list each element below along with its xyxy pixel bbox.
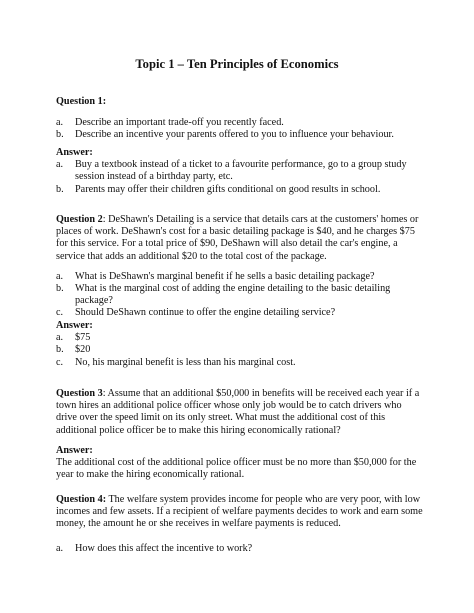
question-3-text: Question 3: Assume that an additional $50,000 in benefits will be received each year if a town hires an additional police officer whose only job would be to catch drivers who drive over the speed limit on its only street. What must the additional cost of this additional police officer be to make this hiring economically rational? — [56, 388, 420, 436]
question-3-section — [56, 388, 424, 437]
question-2-section — [56, 214, 424, 320]
list-item: c. Should DeShawn continue to offer the engine detailing service? — [56, 307, 336, 319]
page-title: Topic 1 – Ten Principles of Economics — [135, 57, 339, 71]
list-item: b. Parents may offer their children gifts conditional on good results in school. — [56, 183, 381, 195]
answer-1-heading: Answer: — [56, 147, 93, 158]
question-1-heading: Question 1: — [56, 96, 107, 107]
list-item: c. No, his marginal benefit is less than his marginal cost. — [56, 356, 296, 368]
list-item: b. What is the marginal cost of adding the engine detailing to the basic detailing package? — [56, 283, 391, 307]
answer-3-text: The additional cost of the additional police officer must be no more than $50,000 for the year to make the hiring economically rational. — [56, 457, 417, 481]
question-3-heading: Question 3 — [56, 388, 103, 399]
answer-2-heading: Answer: — [56, 320, 93, 331]
answer-3-section — [56, 445, 424, 482]
list-item: a. Buy a textbook instead of a ticket to a favourite performance, go to a group study session instead of a birthday party, etc. — [56, 159, 407, 183]
list-item: a. What is DeShawn's marginal benefit if he sells a basic detailing package? — [56, 270, 375, 282]
question-4-list — [56, 543, 424, 555]
question-1-section — [56, 96, 424, 142]
list-item: a. $75 — [56, 332, 91, 344]
list-item: a. How does this affect the incentive to work? — [56, 542, 253, 554]
question-4-text: Question 4: The welfare system provides income for people who are very poor, with low incomes and few assets. If a recipient of welfare payments decides to work and earn some money, the amount he or she receives in welfare payments is reduced. — [56, 494, 423, 530]
answer-2-list — [56, 332, 424, 369]
question-4-heading: Question 4: — [56, 494, 107, 505]
question-1-list — [56, 117, 424, 141]
question-2-text: Question 2: DeShawn's Detailing is a service that details cars at the customers' homes or places of work. DeShawn's cost for a basic detailing package is $40, and he charges $75 for this service. For a total price of $90, DeShawn will also detail the car's engine, a service that adds an additional $20 to the total cost of the package. — [56, 214, 419, 262]
question-4-section — [56, 494, 424, 555]
question-2-heading: Question 2 — [56, 214, 103, 225]
list-item: b. $20 — [56, 344, 91, 356]
list-item: a. Describe an important trade-off you recently faced. — [56, 117, 284, 129]
answer-1-section — [56, 147, 424, 196]
question-2-list — [56, 271, 424, 320]
list-item: b. Describe an incentive your parents offered to you to influence your behaviour. — [56, 129, 394, 141]
answer-3-heading: Answer: — [56, 445, 93, 456]
answer-1-list — [56, 159, 424, 196]
answer-2-section — [56, 320, 424, 369]
